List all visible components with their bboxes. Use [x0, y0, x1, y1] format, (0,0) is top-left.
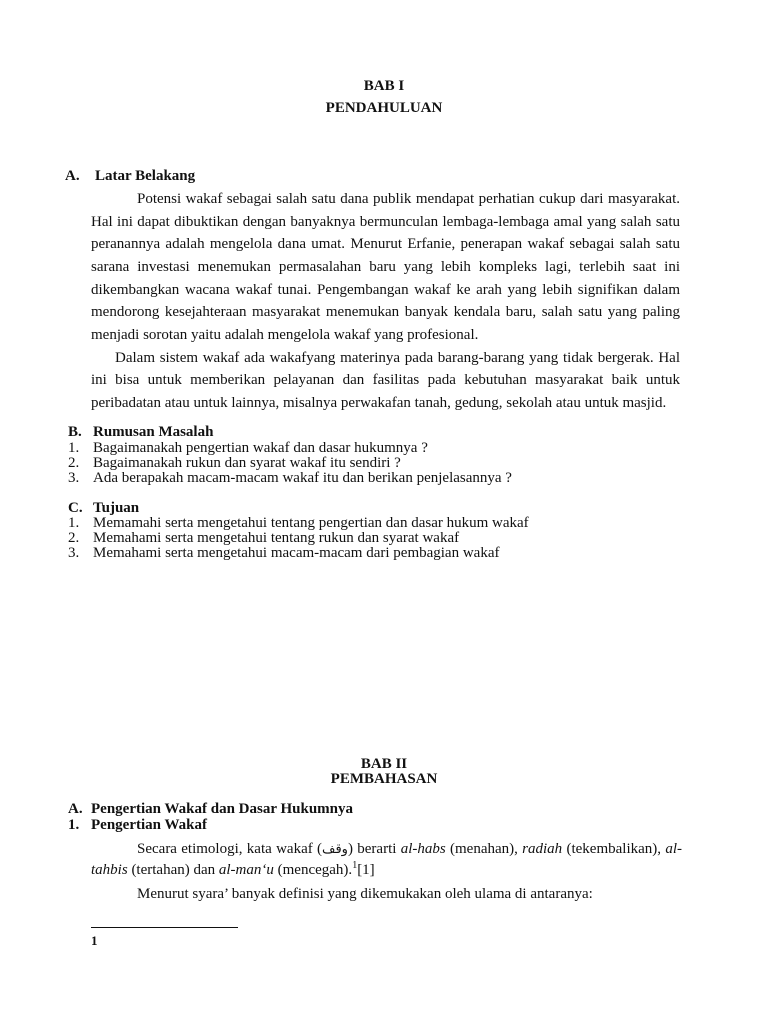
list-text: Memahami serta mengetahui macam-macam dari pembagian wakaf: [93, 545, 500, 561]
italic-term: al-man‘u: [218, 862, 274, 878]
section-title: Rumusan Masalah: [93, 424, 214, 440]
list-text: Memamahi serta mengetahui tentang pengertian dan dasar hukum wakaf: [93, 515, 529, 531]
section-marker: C.: [68, 500, 83, 516]
chapter-1-title: PENDAHULUAN: [325, 100, 443, 116]
text-run: (tertahan) dan: [127, 862, 219, 878]
list-number: 2.: [68, 530, 80, 546]
italic-term: al-habs: [400, 841, 446, 857]
paragraph-line: Hal ini dapat dibuktikan dengan banyaknya bermunculan lembaga-lembaga amal yang salah satu: [91, 214, 680, 230]
list-number: 3.: [68, 470, 80, 486]
chapter-2-label: BAB II: [360, 756, 408, 772]
text-run: (menahan),: [445, 841, 523, 857]
chapter-2-title: PEMBAHASAN: [330, 771, 438, 787]
paragraph-line: mendorong kesejahteraan masyarakat menemukan banyak kendala baru, salah satu yang paling: [91, 304, 680, 320]
etimologi-line: [91, 861, 680, 879]
paragraph-line: sarana investasi menemukan permasalahan baru yang lebih kompleks lagi, terlebih saat ini: [91, 259, 680, 275]
paragraph-line: Potensi wakaf sebagai salah satu dana publik mendapat perhatian cukup dari masyarakat.: [137, 191, 680, 207]
list-text: Bagaimanakah rukun dan syarat wakaf itu sendiri ?: [93, 455, 401, 471]
pengertian-subheading: [68, 816, 207, 834]
list-item: [68, 544, 500, 562]
footnote-separator: [91, 927, 238, 928]
text-run: ) berarti: [347, 841, 401, 857]
text-run: (tekembalikan),: [562, 841, 666, 857]
list-text: Ada berapakah macam-macam wakaf itu dan berikan penjelasannya ?: [93, 470, 512, 486]
section-marker: A.: [65, 168, 80, 184]
section-title: Tujuan: [93, 500, 140, 516]
definisi-line: Menurut syara’ banyak definisi yang dikemukakan oleh ulama di antaranya:: [137, 886, 593, 902]
footnote-reference: 1: [352, 860, 358, 871]
text-run: (mencegah).: [273, 862, 353, 878]
list-number: 1.: [68, 515, 80, 531]
section-title: Pengertian Wakaf dan Dasar Hukumnya: [91, 801, 353, 817]
list-number: 1.: [68, 440, 80, 456]
arabic-term: وقف: [322, 842, 348, 857]
italic-term: radiah: [522, 841, 563, 857]
chapter-1-label: BAB I: [363, 78, 405, 94]
list-text: Memahami serta mengetahui tentang rukun dan syarat wakaf: [93, 530, 460, 546]
footnote-number: 1: [91, 933, 98, 948]
italic-term: al-: [665, 841, 682, 857]
section-marker: B.: [68, 424, 82, 440]
list-item: [68, 469, 512, 487]
subsection-title: Pengertian Wakaf: [91, 817, 207, 833]
paragraph-line: Dalam sistem wakaf ada wakafyang materinya pada barang-barang yang tidak bergerak. Hal: [115, 350, 680, 366]
section-marker: A.: [68, 801, 83, 817]
latar-belakang-heading: [65, 167, 195, 185]
etimologi-line: [137, 840, 682, 858]
paragraph-line: menjadi sorotan yaitu adalah mengelola wakaf yang profesional.: [91, 327, 479, 343]
paragraph-line: dikembangkan wacana wakaf tunai. Pengembangan wakaf ke arah yang lebih signifikan dalam: [91, 282, 680, 298]
list-number: 3.: [68, 545, 80, 561]
section-title: Latar Belakang: [95, 168, 196, 184]
list-number: 2.: [68, 455, 80, 471]
subsection-marker: 1.: [68, 817, 80, 833]
text-run: Secara etimologi, kata wakaf (: [137, 841, 323, 857]
paragraph-line: peribadatan atau untuk lainnya, misalnya perwakafan tanah, gedung, sekolah atau untuk masjid.: [91, 395, 667, 411]
text-run: [1]: [357, 862, 375, 878]
paragraph-line: peranannya adalah mengelola dana umat. Menurut Erfanie, penerapan wakaf sebagai salah satu: [91, 236, 680, 252]
italic-term: tahbis: [91, 862, 128, 878]
list-text: Bagaimanakah pengertian wakaf dan dasar hukumnya ?: [93, 440, 428, 456]
paragraph-line: ini bisa untuk memberikan pelayanan dan fasilitas pada kebutuhan masyarakat baik untuk: [91, 372, 680, 388]
